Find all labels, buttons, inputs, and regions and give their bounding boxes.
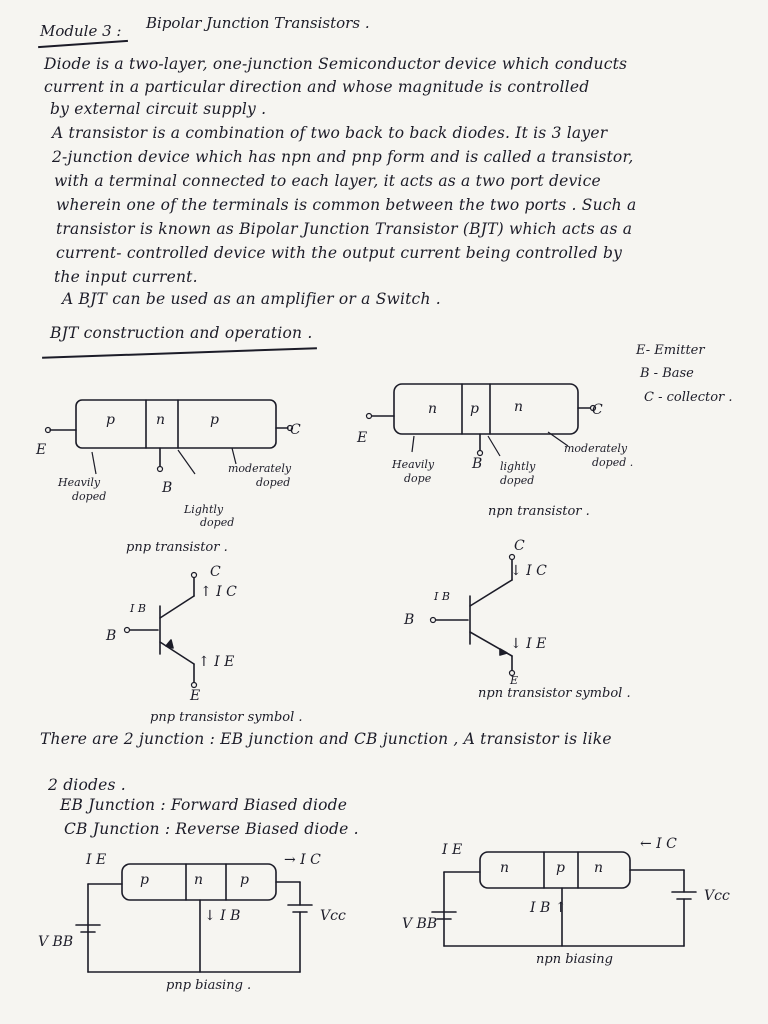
pnp-region-label: p (210, 412, 219, 428)
npn-symbol-caption: npn transistor symbol . (478, 686, 631, 701)
pnp-bias-region: n (194, 872, 204, 888)
junctions-line: 2 diodes . (48, 776, 126, 794)
npn-region-label: n (428, 401, 438, 417)
junctions-line: There are 2 junction : EB junction and CB junction , A transistor is like (40, 730, 612, 748)
npn-terminal-b: B (472, 456, 483, 472)
intro-line: wherein one of the terminals is common between the two ports . Such a (56, 196, 637, 214)
intro-line: current- controlled device with the output current being controlled by (56, 244, 623, 262)
pnp-region-label: p (106, 412, 115, 428)
legend-base: B - Base (640, 366, 694, 381)
npn-bias-region: n (500, 860, 510, 876)
pnp-symbol-diagram (125, 573, 197, 688)
npn-symbol-ic: ↓ I C (510, 563, 547, 579)
npn-region-label: n (514, 399, 524, 415)
pnp-note-collector: moderately (228, 462, 292, 475)
pnp-construction-caption: pnp transistor . (126, 540, 228, 555)
pnp-symbol-e: E (190, 688, 201, 704)
pnp-note-base: doped (200, 516, 235, 529)
pnp-bias-vbb: V BB (38, 934, 74, 950)
pnp-bias-ic: → I C (284, 852, 321, 868)
pnp-bias-caption: pnp biasing . (166, 978, 252, 993)
legend-emitter: E- Emitter (636, 343, 705, 358)
npn-symbol-b: B (404, 612, 415, 628)
intro-line: by external circuit supply . (50, 100, 267, 118)
npn-note-collector: moderately (564, 442, 628, 455)
pnp-note-emitter: doped (72, 490, 107, 503)
npn-symbol-ie: ↓ I E (510, 636, 547, 652)
pnp-symbol-caption: pnp transistor symbol . (150, 710, 303, 725)
module-number: Module 3 : (40, 22, 122, 40)
pnp-symbol-ie: ↑ I E (198, 654, 235, 670)
npn-terminal-e: E (357, 430, 368, 446)
npn-note-collector: doped . (592, 456, 634, 469)
npn-symbol-e: E (510, 674, 519, 687)
eb-junction-line: EB Junction : Forward Biased diode (60, 796, 348, 814)
intro-line: 2-junction device which has npn and pnp form and is called a transistor, (52, 148, 634, 166)
npn-symbol-ib: I B (434, 590, 450, 603)
pnp-bias-vcc: Vcc (320, 908, 346, 924)
pnp-terminal-c: C (290, 422, 301, 438)
pnp-symbol-c: C (210, 564, 221, 580)
pnp-symbol-b: B (106, 628, 117, 644)
npn-bias-ib: I B ↑ (530, 900, 567, 916)
section-heading: BJT construction and operation . (50, 324, 313, 342)
pnp-note-emitter: Heavily (58, 476, 101, 489)
intro-line: Diode is a two-layer, one-junction Semiconductor device which conducts (44, 55, 628, 73)
npn-symbol-diagram (431, 555, 515, 676)
pnp-bias-region: p (140, 872, 149, 888)
npn-bias-vcc: Vcc (704, 888, 730, 904)
npn-symbol-c: C (514, 538, 525, 554)
cb-junction-line: CB Junction : Reverse Biased diode . (64, 820, 359, 838)
npn-region-label: p (470, 401, 479, 417)
pnp-note-collector: doped (256, 476, 291, 489)
npn-bias-region: n (594, 860, 604, 876)
intro-line: transistor is known as Bipolar Junction Transistor (BJT) which acts as a (56, 220, 633, 238)
intro-line: current in a particular direction and whose magnitude is controlled (44, 78, 590, 96)
intro-line: A transistor is a combination of two back to back diodes. It is 3 layer (52, 124, 608, 142)
npn-note-base: doped (500, 474, 535, 487)
npn-note-emitter: Heavily (392, 458, 435, 471)
intro-line: with a terminal connected to each layer, it acts as a two port device (54, 172, 601, 190)
npn-bias-ic: ← I C (640, 836, 677, 852)
intro-line: A BJT can be used as an amplifier or a Switch . (62, 290, 441, 308)
pnp-terminal-b: B (162, 480, 173, 496)
pnp-symbol-ib: I B (130, 602, 146, 615)
npn-note-base: lightly (500, 460, 536, 473)
npn-bias-vbb: V BB (402, 916, 438, 932)
npn-construction-diagram (367, 384, 596, 456)
intro-line: the input current. (54, 268, 198, 286)
module-topic: Bipolar Junction Transistors . (146, 14, 370, 32)
pnp-note-base: Lightly (184, 503, 224, 516)
npn-bias-region: p (556, 860, 565, 876)
npn-bias-ie: I E (442, 842, 463, 858)
npn-construction-caption: npn transistor . (488, 504, 590, 519)
npn-terminal-c: C (592, 402, 603, 418)
legend-collector: C - collector . (644, 390, 733, 405)
pnp-bias-ie: I E (86, 852, 107, 868)
npn-note-emitter: dope (404, 472, 432, 485)
pnp-bias-region: p (240, 872, 249, 888)
npn-bias-caption: npn biasing (536, 952, 613, 967)
pnp-symbol-ic: ↑ I C (200, 584, 237, 600)
pnp-terminal-e: E (36, 442, 47, 458)
pnp-bias-ib: ↓ I B (204, 908, 241, 924)
pnp-region-label: n (156, 412, 166, 428)
